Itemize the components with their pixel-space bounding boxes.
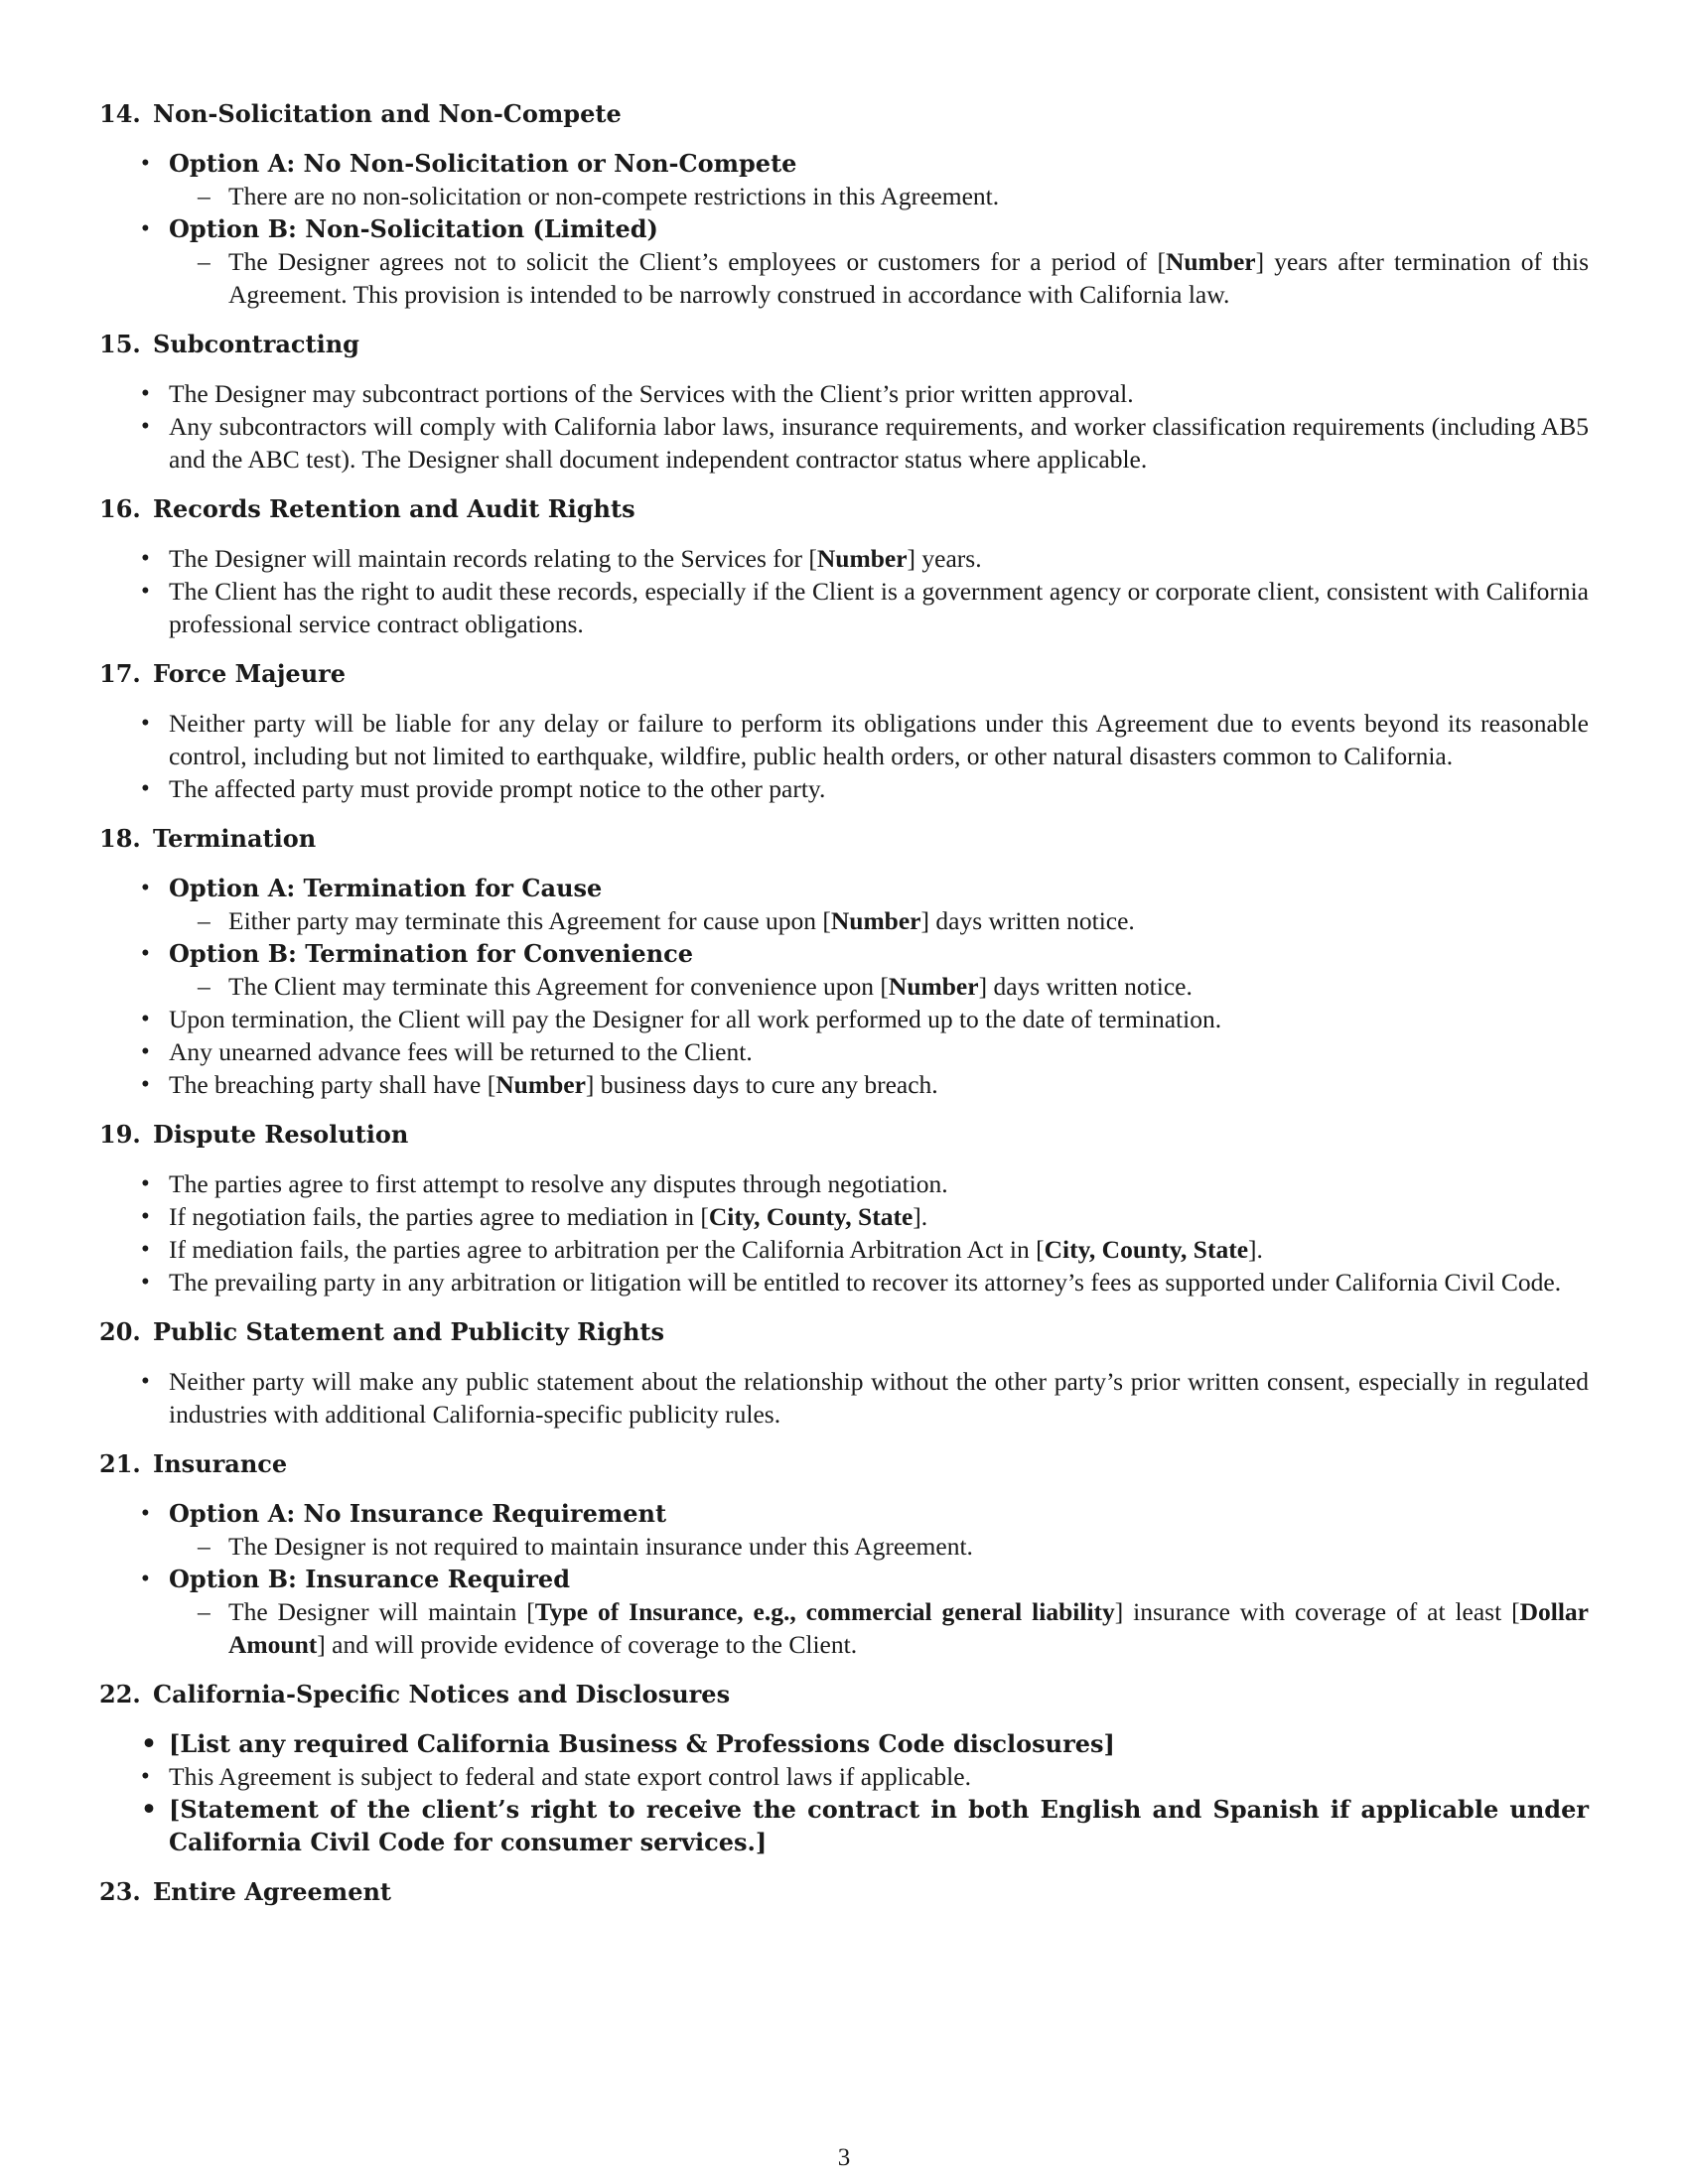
document-body <box>99 97 1589 1908</box>
bullet-list <box>99 1727 1589 1858</box>
placeholder: Number <box>495 1070 586 1099</box>
section-20 <box>99 1315 1589 1431</box>
page-number: 3 <box>837 2144 851 2171</box>
list-item: • Neither party will make any public statement about the relationship without the other party’s prior written consent, especially in regulated industries with additional California-specific publicity rules. <box>169 1365 1589 1431</box>
list-item: • The affected party must provide prompt notice to the other party. <box>169 772 1589 805</box>
section-14 <box>99 97 1589 311</box>
section-19 <box>99 1118 1589 1298</box>
list-item: • The breaching party shall have [Number] business days to cure any breach. <box>169 1068 1589 1101</box>
section-heading: 16. Records Retention and Audit Rights <box>99 494 635 523</box>
option-heading: Option A: No Insurance Requirement <box>169 1499 667 1528</box>
option-heading: Option B: Termination for Convenience <box>169 939 694 968</box>
option-heading: Option A: No Non-Solicitation or Non-Compete <box>169 149 797 178</box>
placeholder: Number <box>1165 247 1256 276</box>
list-item: • Any unearned advance fees will be returned to the Client. <box>169 1035 1589 1068</box>
list-item: • Neither party will be liable for any delay or failure to perform its obligations under this Agreement due to events beyond its reasonable control, including but not limited to earthquake, wildfire, public health orders, or other natural disasters common to California. <box>169 707 1589 772</box>
section-heading: 17. Force Majeure <box>99 659 347 688</box>
bullet-list <box>99 872 1589 1101</box>
section-18 <box>99 822 1589 1101</box>
section-21 <box>99 1447 1589 1661</box>
bullet-list <box>99 707 1589 805</box>
bullet-list <box>99 1167 1589 1298</box>
section-heading: 21. Insurance <box>99 1449 288 1478</box>
list-item: • The prevailing party in any arbitration or litigation will be entitled to recover its attorney’s fees as supported under California Civil Code. <box>169 1266 1589 1298</box>
section-23 <box>99 1875 1589 1908</box>
section-heading: 20. Public Statement and Publicity Rights <box>99 1317 665 1346</box>
section-heading: 23. Entire Agreement <box>99 1877 391 1906</box>
list-item: • This Agreement is subject to federal and state export control laws if applicable. <box>169 1760 1589 1793</box>
bullet-list <box>99 1365 1589 1431</box>
placeholder: City, County, State <box>1044 1235 1249 1264</box>
list-item <box>169 212 1589 311</box>
list-item: • The Designer may subcontract portions of the Services with the Client’s prior written approval. <box>169 377 1589 410</box>
sub-list-item: – The Designer is not required to maintain insurance under this Agreement. <box>228 1530 1589 1563</box>
list-item: • [Statement of the client’s right to receive the contract in both English and Spanish if applicable under California Civil Code for consumer services.] <box>169 1793 1589 1858</box>
bullet-list <box>99 542 1589 640</box>
list-item: • If negotiation fails, the parties agree to mediation in [City, County, State]. <box>169 1200 1589 1233</box>
list-item <box>169 937 1589 1003</box>
option-heading: Option B: Insurance Required <box>169 1565 570 1593</box>
section-17 <box>99 657 1589 805</box>
section-heading: 14. Non-Solicitation and Non-Compete <box>99 99 622 128</box>
section-heading: 18. Termination <box>99 824 317 853</box>
section-heading: 15. Subcontracting <box>99 330 359 358</box>
list-item: • [List any required California Business & Professions Code disclosures] <box>169 1727 1589 1760</box>
option-heading: Option A: Termination for Cause <box>169 874 603 902</box>
sub-list-item: – The Designer will maintain [Type of Insurance, e.g., commercial general liability] insurance with coverage of at least [Dollar Amount] and will provide evidence of coverage to the Client. <box>228 1595 1589 1661</box>
sub-list-item: – The Client may terminate this Agreement for convenience upon [Number] days written notice. <box>228 970 1589 1003</box>
list-item: • The parties agree to first attempt to resolve any disputes through negotiation. <box>169 1167 1589 1200</box>
section-16 <box>99 492 1589 640</box>
section-22 <box>99 1678 1589 1858</box>
bullet-list <box>99 147 1589 311</box>
bullet-list <box>99 1497 1589 1661</box>
list-item: • Any subcontractors will comply with California labor laws, insurance requirements, and worker classification requirements (including AB5 and the ABC test). The Designer shall document independent contractor status where applicable. <box>169 410 1589 476</box>
sub-list-item: – There are no non-solicitation or non-compete restrictions in this Agreement. <box>228 180 1589 212</box>
list-item <box>169 1497 1589 1563</box>
sub-list-item: – Either party may terminate this Agreement for cause upon [Number] days written notice. <box>228 904 1589 937</box>
section-heading: 19. Dispute Resolution <box>99 1120 409 1149</box>
list-item: • If mediation fails, the parties agree to arbitration per the California Arbitration Act in [City, County, State]. <box>169 1233 1589 1266</box>
list-item <box>169 872 1589 937</box>
placeholder: Number <box>816 544 908 573</box>
placeholder: Dollar Amount <box>228 1597 1589 1659</box>
sub-list-item: – The Designer agrees not to solicit the Client’s employees or customers for a period of [Number] years after termination of this Agreement. This provision is intended to be narrowly construed in accordance with California law. <box>228 245 1589 311</box>
placeholder: City, County, State <box>708 1202 914 1231</box>
placeholder: Number <box>830 906 921 935</box>
list-item: • The Client has the right to audit these records, especially if the Client is a government agency or corporate client, consistent with California professional service contract obligations. <box>169 575 1589 640</box>
section-heading: 22. California-Specific Notices and Disclosures <box>99 1680 731 1708</box>
list-item <box>169 1563 1589 1661</box>
section-15 <box>99 328 1589 476</box>
placeholder: Type of Insurance, e.g., commercial general liability <box>534 1597 1115 1626</box>
placeholder: Number <box>888 972 979 1001</box>
list-item <box>169 147 1589 212</box>
bullet-list <box>99 377 1589 476</box>
option-heading: Option B: Non-Solicitation (Limited) <box>169 214 658 243</box>
list-item: • The Designer will maintain records relating to the Services for [Number] years. <box>169 542 1589 575</box>
list-item: • Upon termination, the Client will pay the Designer for all work performed up to the date of termination. <box>169 1003 1589 1035</box>
